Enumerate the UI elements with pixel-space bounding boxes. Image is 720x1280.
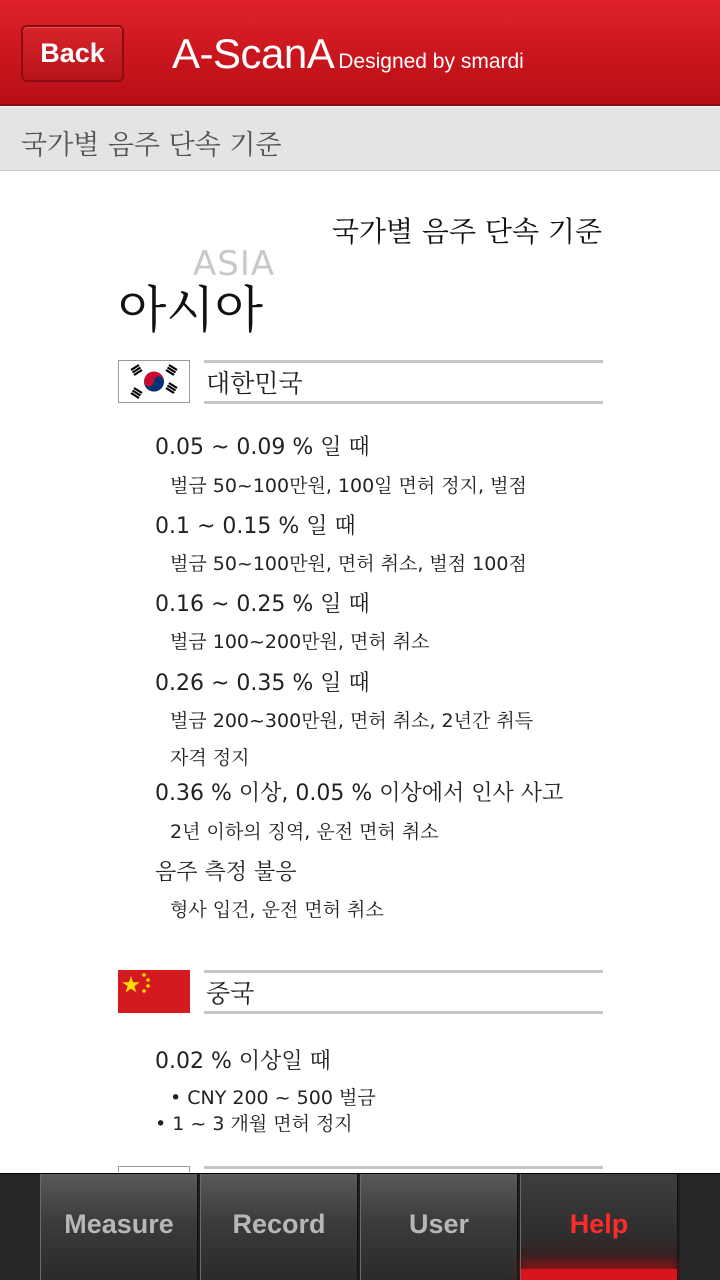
bac-condition: 0.36 % 이상, 0.05 % 이상에서 인사 사고 (155, 781, 564, 806)
china-flag-icon (118, 970, 190, 1013)
penalty-text: 벌금 50~100만원, 100일 면허 정지, 벌점 (170, 475, 527, 497)
country-name: 중국 (206, 979, 255, 1008)
penalty-text: 벌금 100~200만원, 면허 취소 (170, 631, 430, 653)
divider (204, 1166, 603, 1169)
penalty-text: 자격 정지 (170, 747, 250, 769)
bac-condition: 0.16 ~ 0.25 % 일 때 (155, 592, 370, 617)
south-korea-flag-icon (118, 360, 190, 403)
bac-condition: 0.26 ~ 0.35 % 일 때 (155, 671, 370, 696)
tab-measure[interactable]: Measure (40, 1174, 198, 1280)
bac-condition: 0.05 ~ 0.09 % 일 때 (155, 435, 370, 460)
region-title: 아시아 (118, 281, 263, 339)
page-title: 국가별 음주 단속 기준 (21, 130, 282, 161)
app-header (0, 0, 720, 106)
page-title-bar (0, 107, 720, 171)
next-flag-icon (118, 1166, 190, 1172)
penalty-text: 벌금 50~100만원, 면허 취소, 벌점 100점 (170, 553, 527, 575)
bottom-tab-bar (0, 1173, 720, 1280)
region-english-label: ASIA (193, 244, 276, 284)
penalty-text: • 1 ~ 3 개월 면허 정지 (155, 1113, 353, 1135)
penalty-text: 2년 이하의 징역, 운전 면허 취소 (170, 821, 439, 843)
bac-condition: 0.1 ~ 0.15 % 일 때 (155, 514, 356, 539)
help-content[interactable] (0, 172, 720, 1172)
brand-logo (172, 30, 524, 78)
brand-name: A-ScanA (172, 30, 335, 77)
bac-condition: 0.02 % 이상일 때 (155, 1049, 331, 1074)
tab-user[interactable]: User (360, 1174, 518, 1280)
penalty-text: • CNY 200 ~ 500 벌금 (170, 1087, 376, 1109)
tab-help[interactable]: Help (520, 1174, 678, 1280)
back-button[interactable]: Back (21, 25, 124, 82)
bac-condition: 음주 측정 불응 (155, 860, 297, 885)
penalty-text: 벌금 200~300만원, 면허 취소, 2년간 취득 (170, 710, 534, 732)
penalty-text: 형사 입건, 운전 면허 취소 (170, 899, 384, 921)
brand-tagline: Designed by smardi (338, 50, 524, 73)
country-header-china (118, 970, 603, 1014)
country-header-korea (118, 360, 603, 404)
document-title: 국가별 음주 단속 기준 (331, 215, 602, 248)
country-name: 대한민국 (206, 369, 303, 398)
tab-record[interactable]: Record (200, 1174, 358, 1280)
